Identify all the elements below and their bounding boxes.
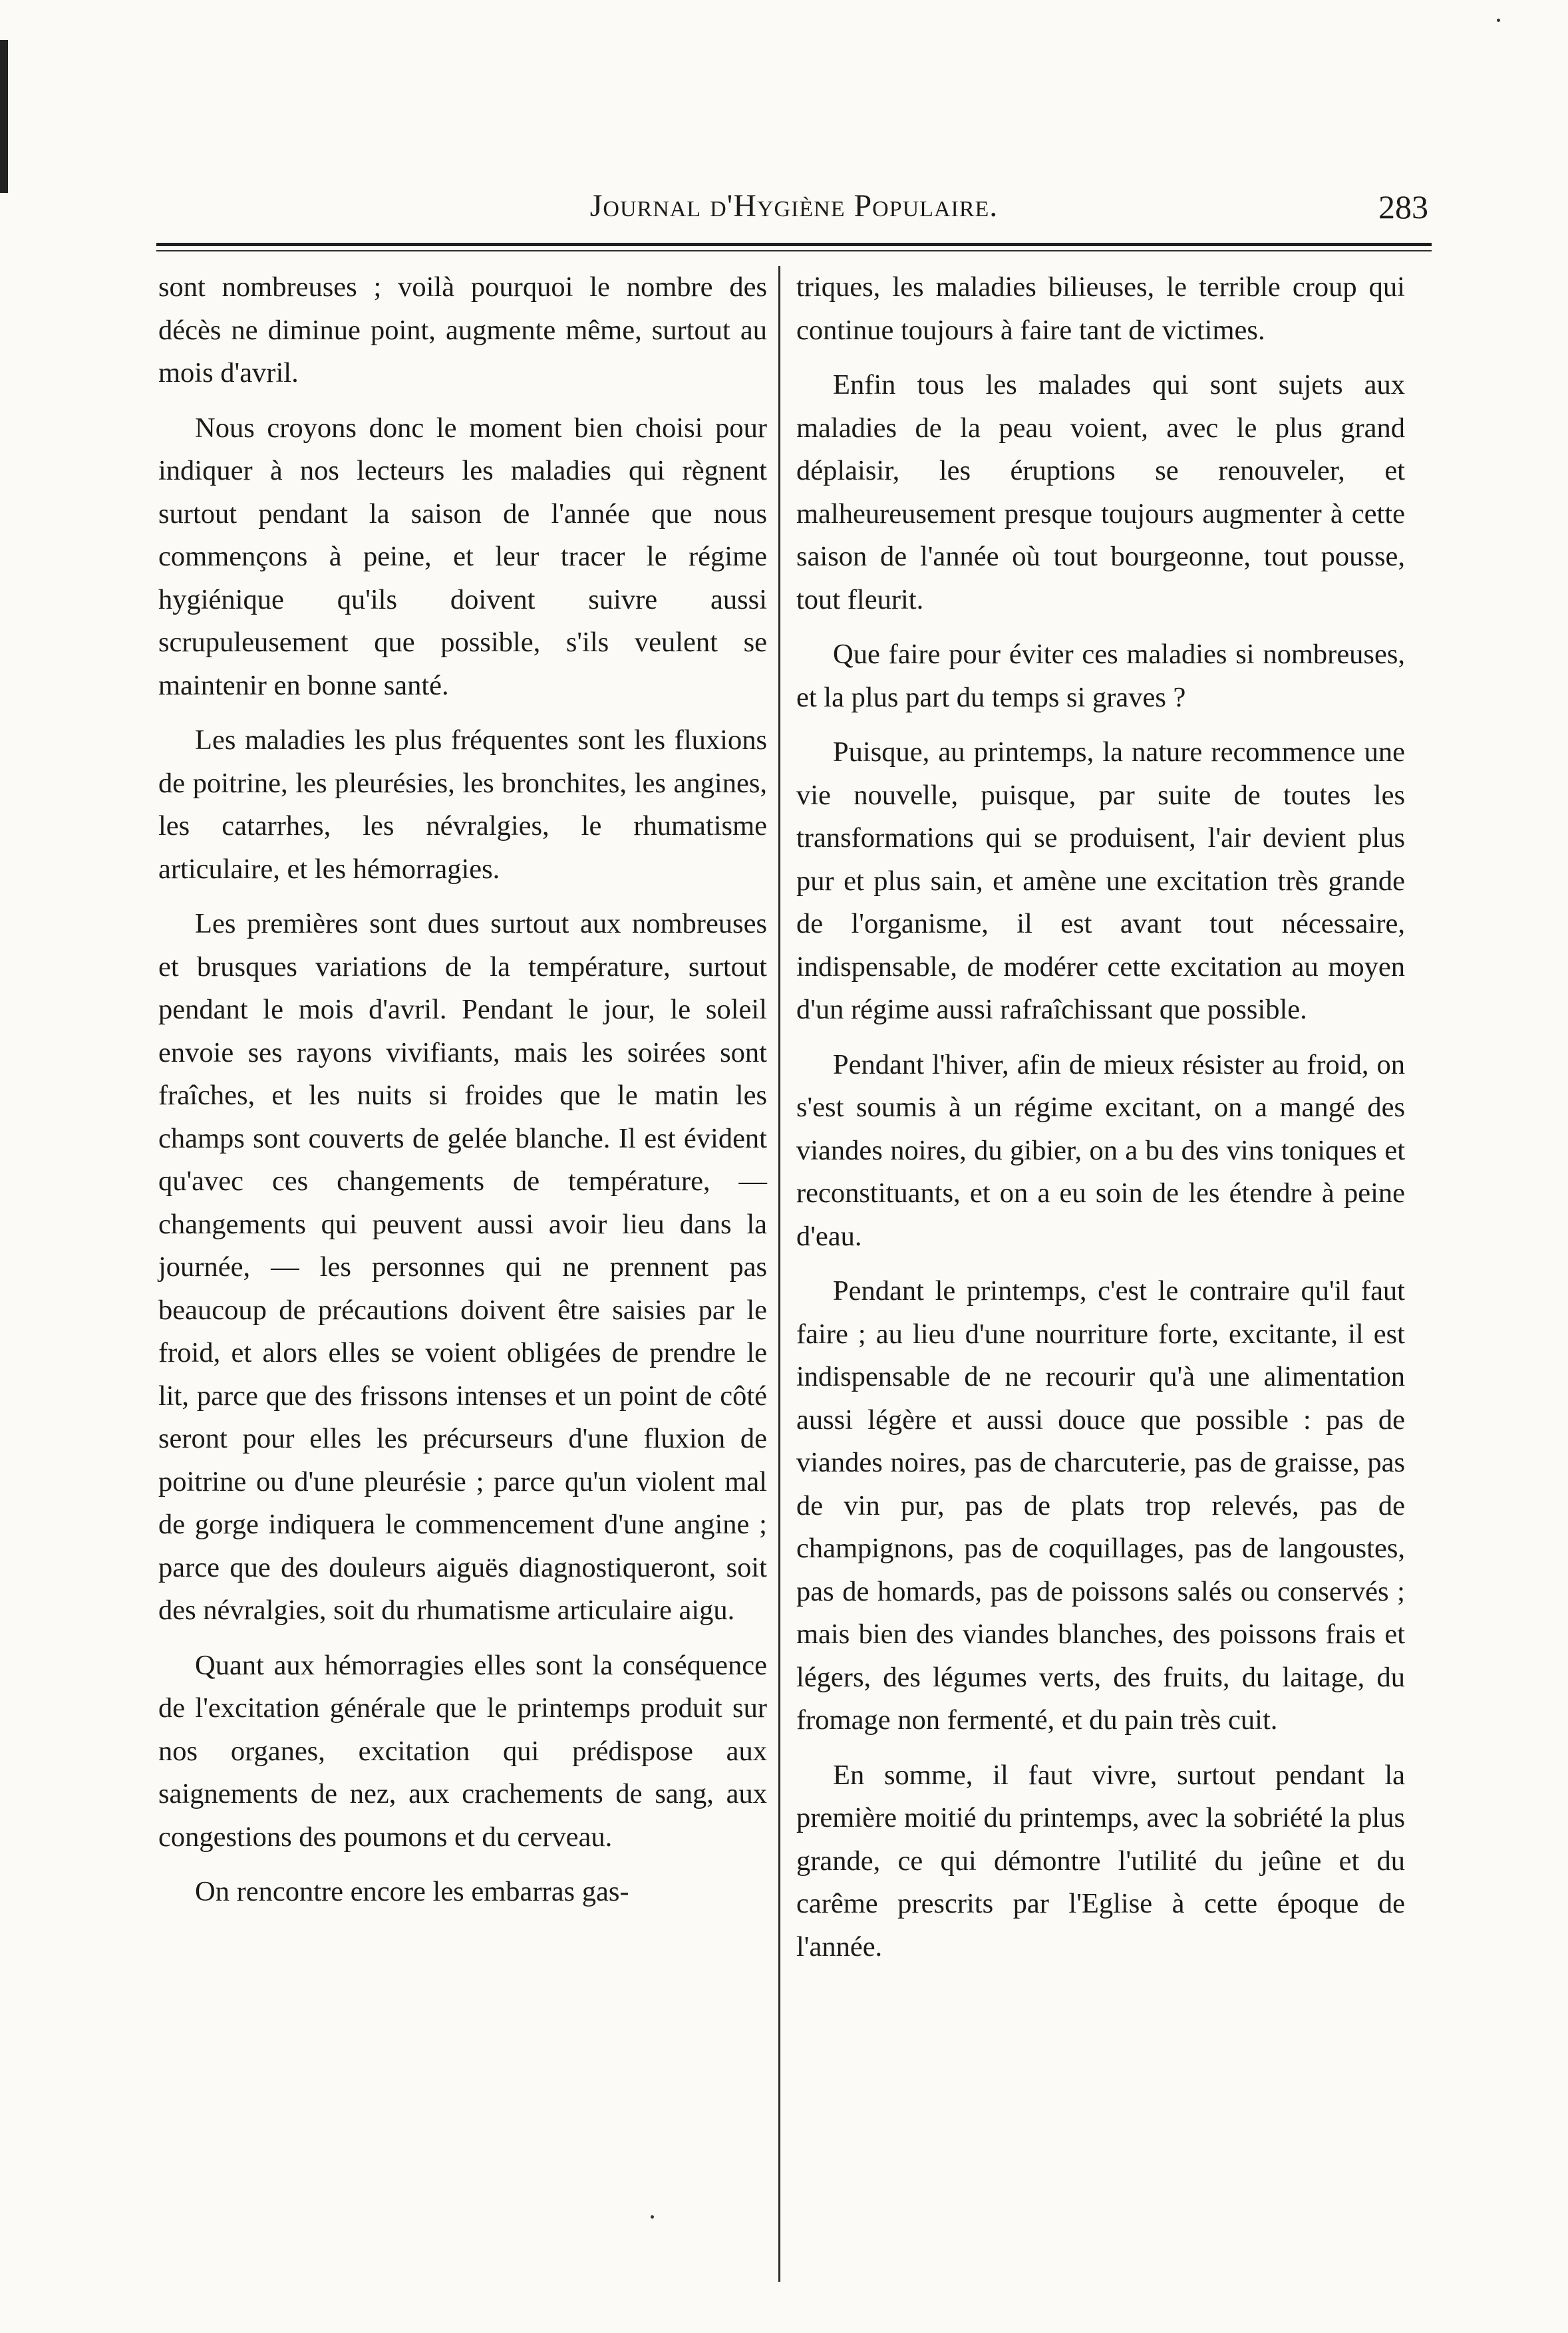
header-rule-thick [156,243,1432,246]
paragraph: Quant aux hémorragies elles sont la conséquence de l'excitation générale que le printemps produit sur nos organes, excitation qui prédispose aux saignements de nez, aux crachements de sang, aux congestions des poumons et du cerveau. [158,1649,767,1853]
running-title: Journal d'Hygiène Populaire. [589,188,999,224]
paragraph: Pendant le printemps, c'est le contraire qu'il faut faire ; au lieu d'une nourriture forte, excitante, il est indispensable de ne recourir qu'à une alimentation aussi légère et aussi douce que possible : pas de viandes noires, pas de charcuterie, pas de graisse, pas de vin pur, pas de plats trop relevés, pas de champignons, pas de coquillages, pas de langoustes, pas de homards, pas de poissons salés ou conservés ; mais bien des viandes blanches, des poissons frais et légers, des légumes verts, des fruits, du laitage, du fromage non fermenté, et du pain très cuit. [796,1275,1405,1736]
page-number: 283 [1378,188,1428,226]
paragraph: Nous croyons donc le moment bien choisi pour indiquer à nos lecteurs les maladies qui règnent surtout pendant la saison de l'année que nous commençons à peine, et leur tracer le régime hygiénique qu'ils doivent suivre aussi scrupuleusement que possible, s'ils veulent se maintenir en bonne santé. [158,412,767,701]
scan-margin-mark [0,40,8,193]
scan-speck [1497,19,1500,22]
paragraph: Les maladies les plus fréquentes sont les fluxions de poitrine, les pleurésies, les bronchites, les angines, les catarrhes, les névralgies, le rhumatisme articulaire, et les hémorragies. [158,724,767,885]
scan-speck [651,2215,654,2219]
paragraph: Puisque, au printemps, la nature recommence une vie nouvelle, puisque, par suite de toutes les transformations qui se produisent, l'air devient plus pur et plus sain, et amène une excitation très grande de l'organisme, il est avant tout nécessaire, indispensable, de modérer cette excitation au moyen d'un régime aussi rafraîchissant que possible. [796,736,1405,1025]
column-divider [778,266,780,2282]
paragraph: En somme, il faut vivre, surtout pendant la première moitié du printemps, avec la sobriété la plus grande, ce qui démontre l'utilité du jeûne et du carême prescrits par l'Eglise à cette époque de l'année. [796,1759,1405,1962]
paragraph: Que faire pour éviter ces maladies si nombreuses, et la plus part du temps si graves ? [796,639,1405,713]
page-header [160,188,1428,234]
paragraph: sont nombreuses ; voilà pourquoi le nombre des décès ne diminue point, augmente même, surtout au mois d'avril. [158,271,767,389]
left-column [158,266,767,1926]
header-rule-thin [156,250,1432,251]
paragraph: triques, les maladies bilieuses, le terrible croup qui continue toujours à faire tant de victimes. [796,271,1405,346]
paragraph: Pendant l'hiver, afin de mieux résister au froid, on s'est soumis à un régime excitant, on a mangé des viandes noires, du gibier, on a bu des vins toniques et reconstituants, et on a eu soin de les étendre à peine d'eau. [796,1048,1405,1252]
paragraph: On rencontre encore les embarras gas- [195,1876,629,1907]
right-column [796,266,1405,1980]
paragraph: Enfin tous les malades qui sont sujets aux maladies de la peau voient, avec le plus grand déplaisir, les éruptions se renouveler, et malheureusement presque toujours augmenter à cette saison de l'année où tout bourgeonne, tout pousse, tout fleurit. [796,369,1405,615]
paragraph: Les premières sont dues surtout aux nombreuses et brusques variations de la température, surtout pendant le mois d'avril. Pendant le jour, le soleil envoie ses rayons vivifiants, mais les soirées sont fraîches, et les nuits si froides que le matin les champs sont couverts de gelée blanche. Il est évident qu'avec ces changements de température, — changements qui peuvent aussi avoir lieu dans la journée, — les personnes qui ne prennent pas beaucoup de précautions doivent être saisies par le froid, et alors elles se voient obligées de prendre le lit, parce que des frissons intenses et un point de côté seront pour elles les précurseurs d'une fluxion de poitrine ou d'une pleurésie ; parce qu'un violent mal de gorge indiquera le commencement d'une angine ; parce que des douleurs aiguës diagnostiqueront, soit des névralgies, soit du rhumatisme articulaire aigu. [158,908,767,1626]
